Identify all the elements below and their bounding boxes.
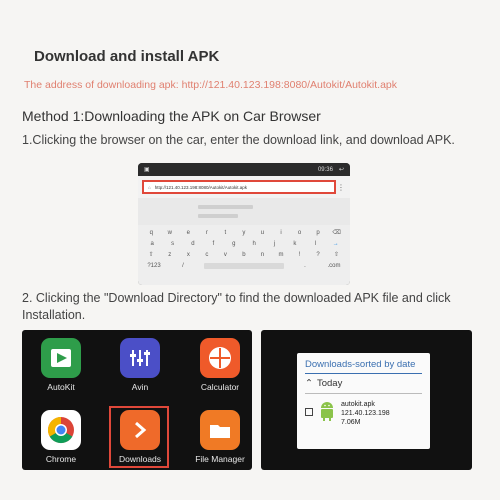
avin-icon: [120, 338, 160, 378]
key[interactable]: c: [205, 251, 209, 258]
app-avin[interactable]: [105, 338, 175, 392]
key[interactable]: n: [260, 251, 265, 258]
url-input[interactable]: [142, 180, 336, 194]
download-info: [341, 400, 390, 427]
car-browser-screenshot: [138, 163, 350, 285]
autokit-icon: [41, 338, 81, 378]
onscreen-keyboard: [138, 225, 350, 285]
file-name: autokit.apk: [341, 401, 375, 408]
divider: [305, 393, 422, 394]
key[interactable]: t: [224, 229, 227, 236]
app-label: Downloads: [118, 454, 162, 464]
file-host: 121.40.123.198: [341, 410, 390, 417]
step-1-text: 1.Clicking the browser on the car, enter the download link, and download APK.: [22, 133, 455, 147]
key[interactable]: h: [252, 240, 256, 247]
keyboard-row-4: [142, 260, 346, 271]
key[interactable]: p: [316, 229, 320, 236]
url-text: http://121.40.123.198:8080/Autokit/Autokit.apk: [154, 184, 248, 190]
method-title: Method 1:Downloading the APK on Car Browser: [22, 108, 321, 124]
key[interactable]: m: [278, 251, 284, 258]
app-calculator[interactable]: [185, 338, 255, 392]
backspace-key[interactable]: ⌫: [332, 230, 341, 236]
home-icon: ⌂: [148, 184, 151, 190]
key[interactable]: g: [232, 240, 236, 247]
key[interactable]: i: [280, 229, 282, 236]
key[interactable]: /: [182, 262, 184, 269]
android-apk-icon: [318, 400, 336, 427]
app-label: AutoKit: [47, 382, 75, 392]
key[interactable]: j: [273, 240, 276, 247]
download-item[interactable]: [305, 400, 422, 427]
android-icon: ▣: [144, 167, 150, 173]
web-content: [138, 198, 350, 225]
file-manager-icon: [200, 410, 240, 450]
shift-key[interactable]: ⇧: [334, 252, 340, 258]
content-line: [198, 214, 238, 218]
key[interactable]: l: [314, 240, 316, 247]
status-bar: [138, 163, 350, 176]
select-checkbox[interactable]: [305, 408, 313, 416]
status-time: 09:36: [317, 166, 333, 173]
app-label: Calculator: [200, 382, 240, 392]
downloads-highlight: [109, 406, 169, 468]
key[interactable]: o: [297, 229, 302, 236]
content-line: [198, 205, 253, 209]
url-bar: [138, 176, 350, 198]
app-label: Chrome: [45, 454, 77, 464]
keyboard-row-3: [142, 249, 346, 260]
go-key[interactable]: →: [332, 240, 339, 247]
key[interactable]: u: [260, 229, 265, 236]
space-key[interactable]: [204, 263, 284, 269]
file-size: 7.06M: [341, 419, 361, 426]
chevron-up-icon: ⌃: [305, 378, 313, 389]
key[interactable]: f: [212, 240, 215, 247]
key[interactable]: a: [150, 240, 154, 247]
key[interactable]: y: [242, 229, 246, 236]
key[interactable]: q: [149, 229, 153, 236]
step-2-text: 2. Clicking the "Download Directory" to find the downloaded APK file and click Installation.: [22, 291, 451, 322]
key[interactable]: w: [167, 229, 172, 236]
section-heading: Download and install APK: [34, 48, 220, 65]
downloads-title: Downloads-sorted by date: [305, 359, 416, 370]
app-chrome[interactable]: [26, 410, 96, 464]
app-autokit[interactable]: [26, 338, 96, 392]
key[interactable]: b: [242, 251, 246, 258]
app-label: Avin: [131, 382, 149, 392]
key[interactable]: e: [186, 229, 190, 236]
chrome-icon: [41, 410, 81, 450]
key[interactable]: s: [171, 240, 175, 247]
back-icon: ↩: [338, 167, 344, 173]
key[interactable]: .: [304, 262, 306, 269]
app-label: File Manager: [195, 454, 245, 464]
shift-key[interactable]: ⇧: [148, 252, 154, 258]
downloads-list: [297, 353, 430, 449]
app-file-manager[interactable]: [185, 410, 255, 464]
key[interactable]: d: [191, 240, 195, 247]
keyboard-row-2: [142, 238, 346, 249]
download-address: The address of downloading apk: http://121.40.123.198:8080/Autokit/Autokit.apk: [24, 79, 398, 91]
keyboard-row-1: [142, 227, 346, 238]
dotcom-key[interactable]: .com: [327, 262, 341, 269]
divider: [305, 373, 422, 374]
menu-icon[interactable]: ⋮: [337, 182, 345, 192]
key[interactable]: !: [298, 251, 301, 258]
today-label: Today: [316, 378, 343, 389]
key[interactable]: ?: [316, 251, 320, 258]
key[interactable]: x: [186, 251, 190, 258]
key[interactable]: v: [223, 251, 227, 258]
key[interactable]: r: [205, 229, 208, 236]
calculator-icon: [200, 338, 240, 378]
symbols-key[interactable]: ?123: [147, 262, 161, 269]
key[interactable]: z: [168, 251, 172, 258]
today-section[interactable]: [305, 378, 422, 389]
key[interactable]: k: [293, 240, 297, 247]
